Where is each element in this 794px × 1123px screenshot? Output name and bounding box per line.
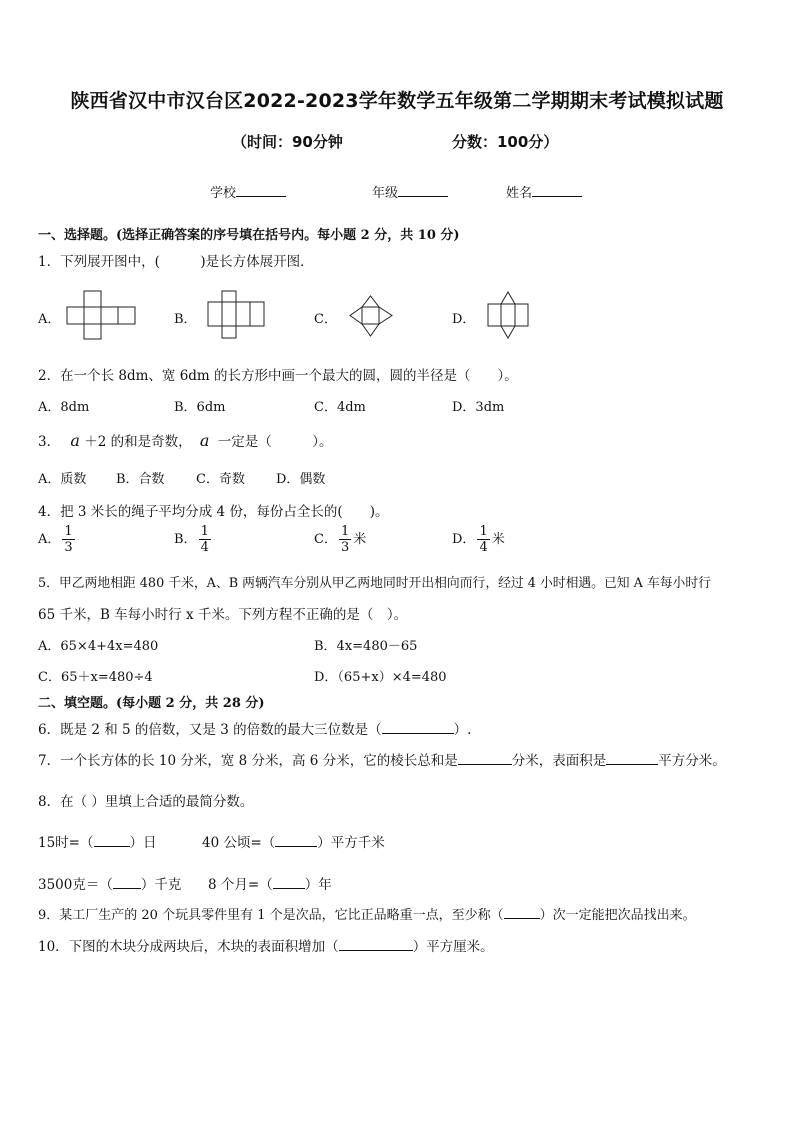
q5-option-b: B．4x=480－65 <box>314 639 418 654</box>
answer-blank[interactable] <box>113 876 141 889</box>
q3-middle: ＋2 的和是奇数， <box>84 434 192 450</box>
grade-label: 年级 <box>372 186 399 201</box>
answer-blank[interactable] <box>382 721 454 734</box>
q3-prefix: 3． <box>38 434 61 450</box>
school-field[interactable] <box>210 182 286 201</box>
question-5-line-2: 65 千米，B 车每小时行 x 千米。下列方程不正确的是（ ）。 <box>38 607 408 623</box>
net-a-icon <box>66 290 138 340</box>
q5-option-a: A．65×4+4x=480 <box>38 639 159 654</box>
name-field[interactable] <box>506 182 582 201</box>
answer-blank[interactable] <box>504 906 540 919</box>
fraction: $\frac{1}{3}$ <box>340 524 350 555</box>
answer-blank[interactable] <box>606 752 658 765</box>
question-3 <box>38 430 333 450</box>
q5-option-c: C．65＋x=480÷4 <box>38 670 153 685</box>
question-8: 8．在（ ）里填上合适的最简分数。 <box>38 794 254 810</box>
question-1: 1．下列展开图中，( )是长方体展开图． <box>38 254 314 270</box>
section-1-heading: 一、选择题。(选择正确答案的序号填在括号内。每小题 2 分，共 10 分) <box>38 228 460 243</box>
net-c-icon <box>348 294 394 338</box>
q5-option-d: D．（65+x）×4=480 <box>314 670 447 685</box>
q2-option-a: A．8dm <box>38 400 90 415</box>
q8-row-2-b: 8 个月=（ ）年 <box>208 877 332 893</box>
q1-option-a: A． <box>38 312 61 327</box>
question-4: 4．把 3 米长的绳子平均分成 4 份，每份占全长的( )。 <box>38 504 389 520</box>
question-6: 6．既是 2 和 5 的倍数，又是 3 的倍数的最大三位数是（ ）. <box>38 722 472 738</box>
exam-time: （时间：90分钟 <box>232 133 343 151</box>
net-b-icon <box>206 290 268 340</box>
exam-score: 分数：100分） <box>452 133 559 151</box>
q2-option-c: C．4dm <box>314 400 366 415</box>
q1-option-d: D． <box>452 312 476 327</box>
q3-option-b: B．合数 <box>116 472 165 487</box>
q1-option-c: C． <box>314 312 337 327</box>
question-2: 2．在一个长 8dm、宽 6dm 的长方形中画一个最大的圆，圆的半径是（ ）。 <box>38 368 518 384</box>
q3-suffix: 一定是（ ）。 <box>217 434 333 450</box>
q3-option-a: A．质数 <box>38 472 87 487</box>
section-2-heading: 二、填空题。(每小题 2 分，共 28 分) <box>38 696 265 711</box>
q1-option-b: B． <box>174 312 197 327</box>
net-d-icon <box>486 290 532 340</box>
fraction: $\frac{1}{4}$ <box>479 524 488 555</box>
q8-row-2-a: 3500克＝（ ）千克 <box>38 877 182 893</box>
answer-blank[interactable] <box>275 834 317 847</box>
q4-option-b: B． $\frac{1}{4}$ <box>174 524 209 555</box>
q3-option-c: C．奇数 <box>196 472 245 487</box>
answer-blank[interactable] <box>339 938 413 951</box>
q4-option-d: D． $\frac{1}{4}$ 米 <box>452 524 505 555</box>
question-10: 10．下图的木块分成两块后，木块的表面积增加（ ）平方厘米。 <box>38 939 494 955</box>
answer-blank[interactable] <box>458 752 512 765</box>
q2-option-d: D．3dm <box>452 400 505 415</box>
school-label: 学校 <box>210 186 237 201</box>
fraction: $\frac{1}{3}$ <box>64 524 73 555</box>
answer-blank[interactable] <box>273 876 305 889</box>
q4-option-a: A． $\frac{1}{3}$ <box>38 524 73 555</box>
q4-option-c: C． $\frac{1}{3}$ 米 <box>314 524 367 555</box>
q3-variable-2: a <box>199 431 210 450</box>
page-title: 陕西省汉中市汉台区2022-2023学年数学五年级第二学期期末考试模拟试题 <box>70 90 724 112</box>
q2-option-b: B．6dm <box>174 400 226 415</box>
question-7: 7．一个长方体的长 10 分米，宽 8 分米，高 6 分米，它的棱长总和是 分米，表面积是 平方分米。 <box>38 753 726 769</box>
fraction: $\frac{1}{4}$ <box>200 524 209 555</box>
answer-blank[interactable] <box>94 834 130 847</box>
grade-field[interactable] <box>372 182 448 201</box>
q8-row-1-a: 15时=（ ）日 <box>38 835 157 851</box>
question-5-line-1: 5．甲乙两地相距 480 千米，A、B 两辆汽车分别从甲乙两地同时开出相向而行，经过 4 小时相遇。已知 A 车每小时行 <box>38 576 711 591</box>
question-9: 9．某工厂生产的 20 个玩具零件里有 1 个是次品，它比正品略重一点，至少称（ ）次一定能把次品找出来。 <box>38 908 696 923</box>
q8-row-1-b: 40 公顷=（ ）平方千米 <box>202 835 385 851</box>
q3-variable: a <box>70 431 80 450</box>
name-label: 姓名 <box>506 186 533 201</box>
q3-option-d: D．偶数 <box>276 472 326 487</box>
